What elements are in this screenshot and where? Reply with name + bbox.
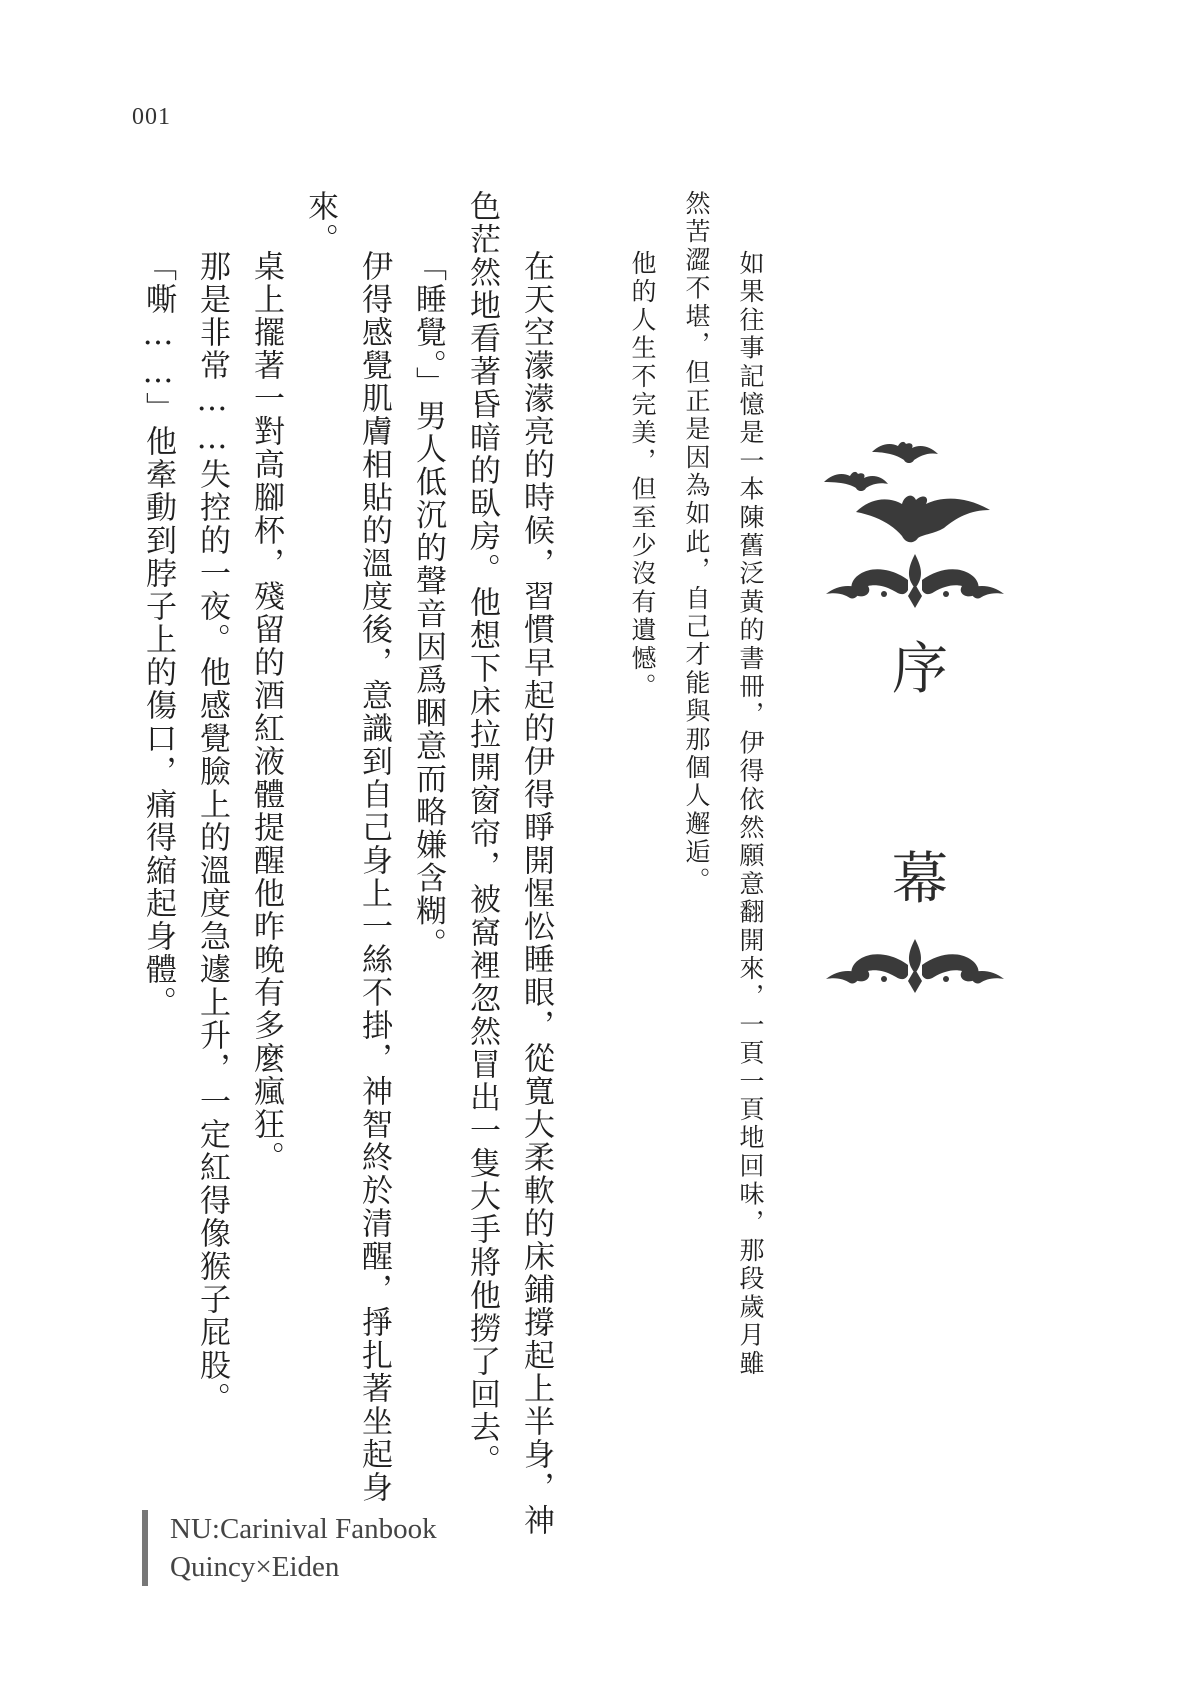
flourish-ornament-icon <box>820 550 1010 610</box>
title-char-2: 幕 <box>892 847 948 912</box>
body-line-6: 桌上擺著一對高腳杯，殘留的酒紅液體提醒他昨晚有多麼瘋狂。 <box>248 250 284 1174</box>
body-line-1: 在天空濛濛亮的時候，習慣早起的伊得睜開惺忪睡眼，從寬大柔軟的床鋪撐起上半身，神 <box>518 250 554 1537</box>
bats-icon <box>820 430 1010 570</box>
page-number: 001 <box>132 104 171 130</box>
book-footer <box>142 1510 437 1586</box>
intro-line-1: 如果往事記憶是一本陳舊泛黃的書冊，伊得依然願意翻開來，一頁一頁地回味，那段歲月雖 <box>736 250 765 1378</box>
intro-line-2: 然苦澀不堪，但正是因為如此，自己才能與那個人邂逅。 <box>682 190 711 895</box>
body-line-8: 「嘶……」他牽動到脖子上的傷口，痛得縮起身體。 <box>140 250 176 1019</box>
title-char-1: 序 <box>892 637 948 702</box>
flourish-ornament-icon <box>820 935 1010 995</box>
body-line-2: 色茫然地看著昏暗的臥房。他想下床拉開窗帘，被窩裡忽然冒出一隻大手將他撈了回去。 <box>464 190 500 1477</box>
intro-line-3: 他的人生不完美，但至少沒有遺憾。 <box>628 250 657 702</box>
footer-subtitle: Quincy×Eiden <box>170 1551 340 1583</box>
body-line-7: 那是非常……失控的一夜。他感覺臉上的溫度急遽上升，一定紅得像猴子屁股。 <box>194 250 230 1415</box>
body-line-3: 「睡覺。」男人低沉的聲音因爲睏意而略嫌含糊。 <box>410 250 446 961</box>
body-line-5: 來。 <box>302 190 338 256</box>
footer-title: NU:Carinival Fanbook <box>170 1513 437 1545</box>
body-line-4: 伊得感覺肌膚相貼的溫度後，意識到自己身上一絲不掛，神智終於清醒，掙扎著坐起身 <box>356 250 392 1504</box>
title-ornament-block <box>820 430 1010 1020</box>
